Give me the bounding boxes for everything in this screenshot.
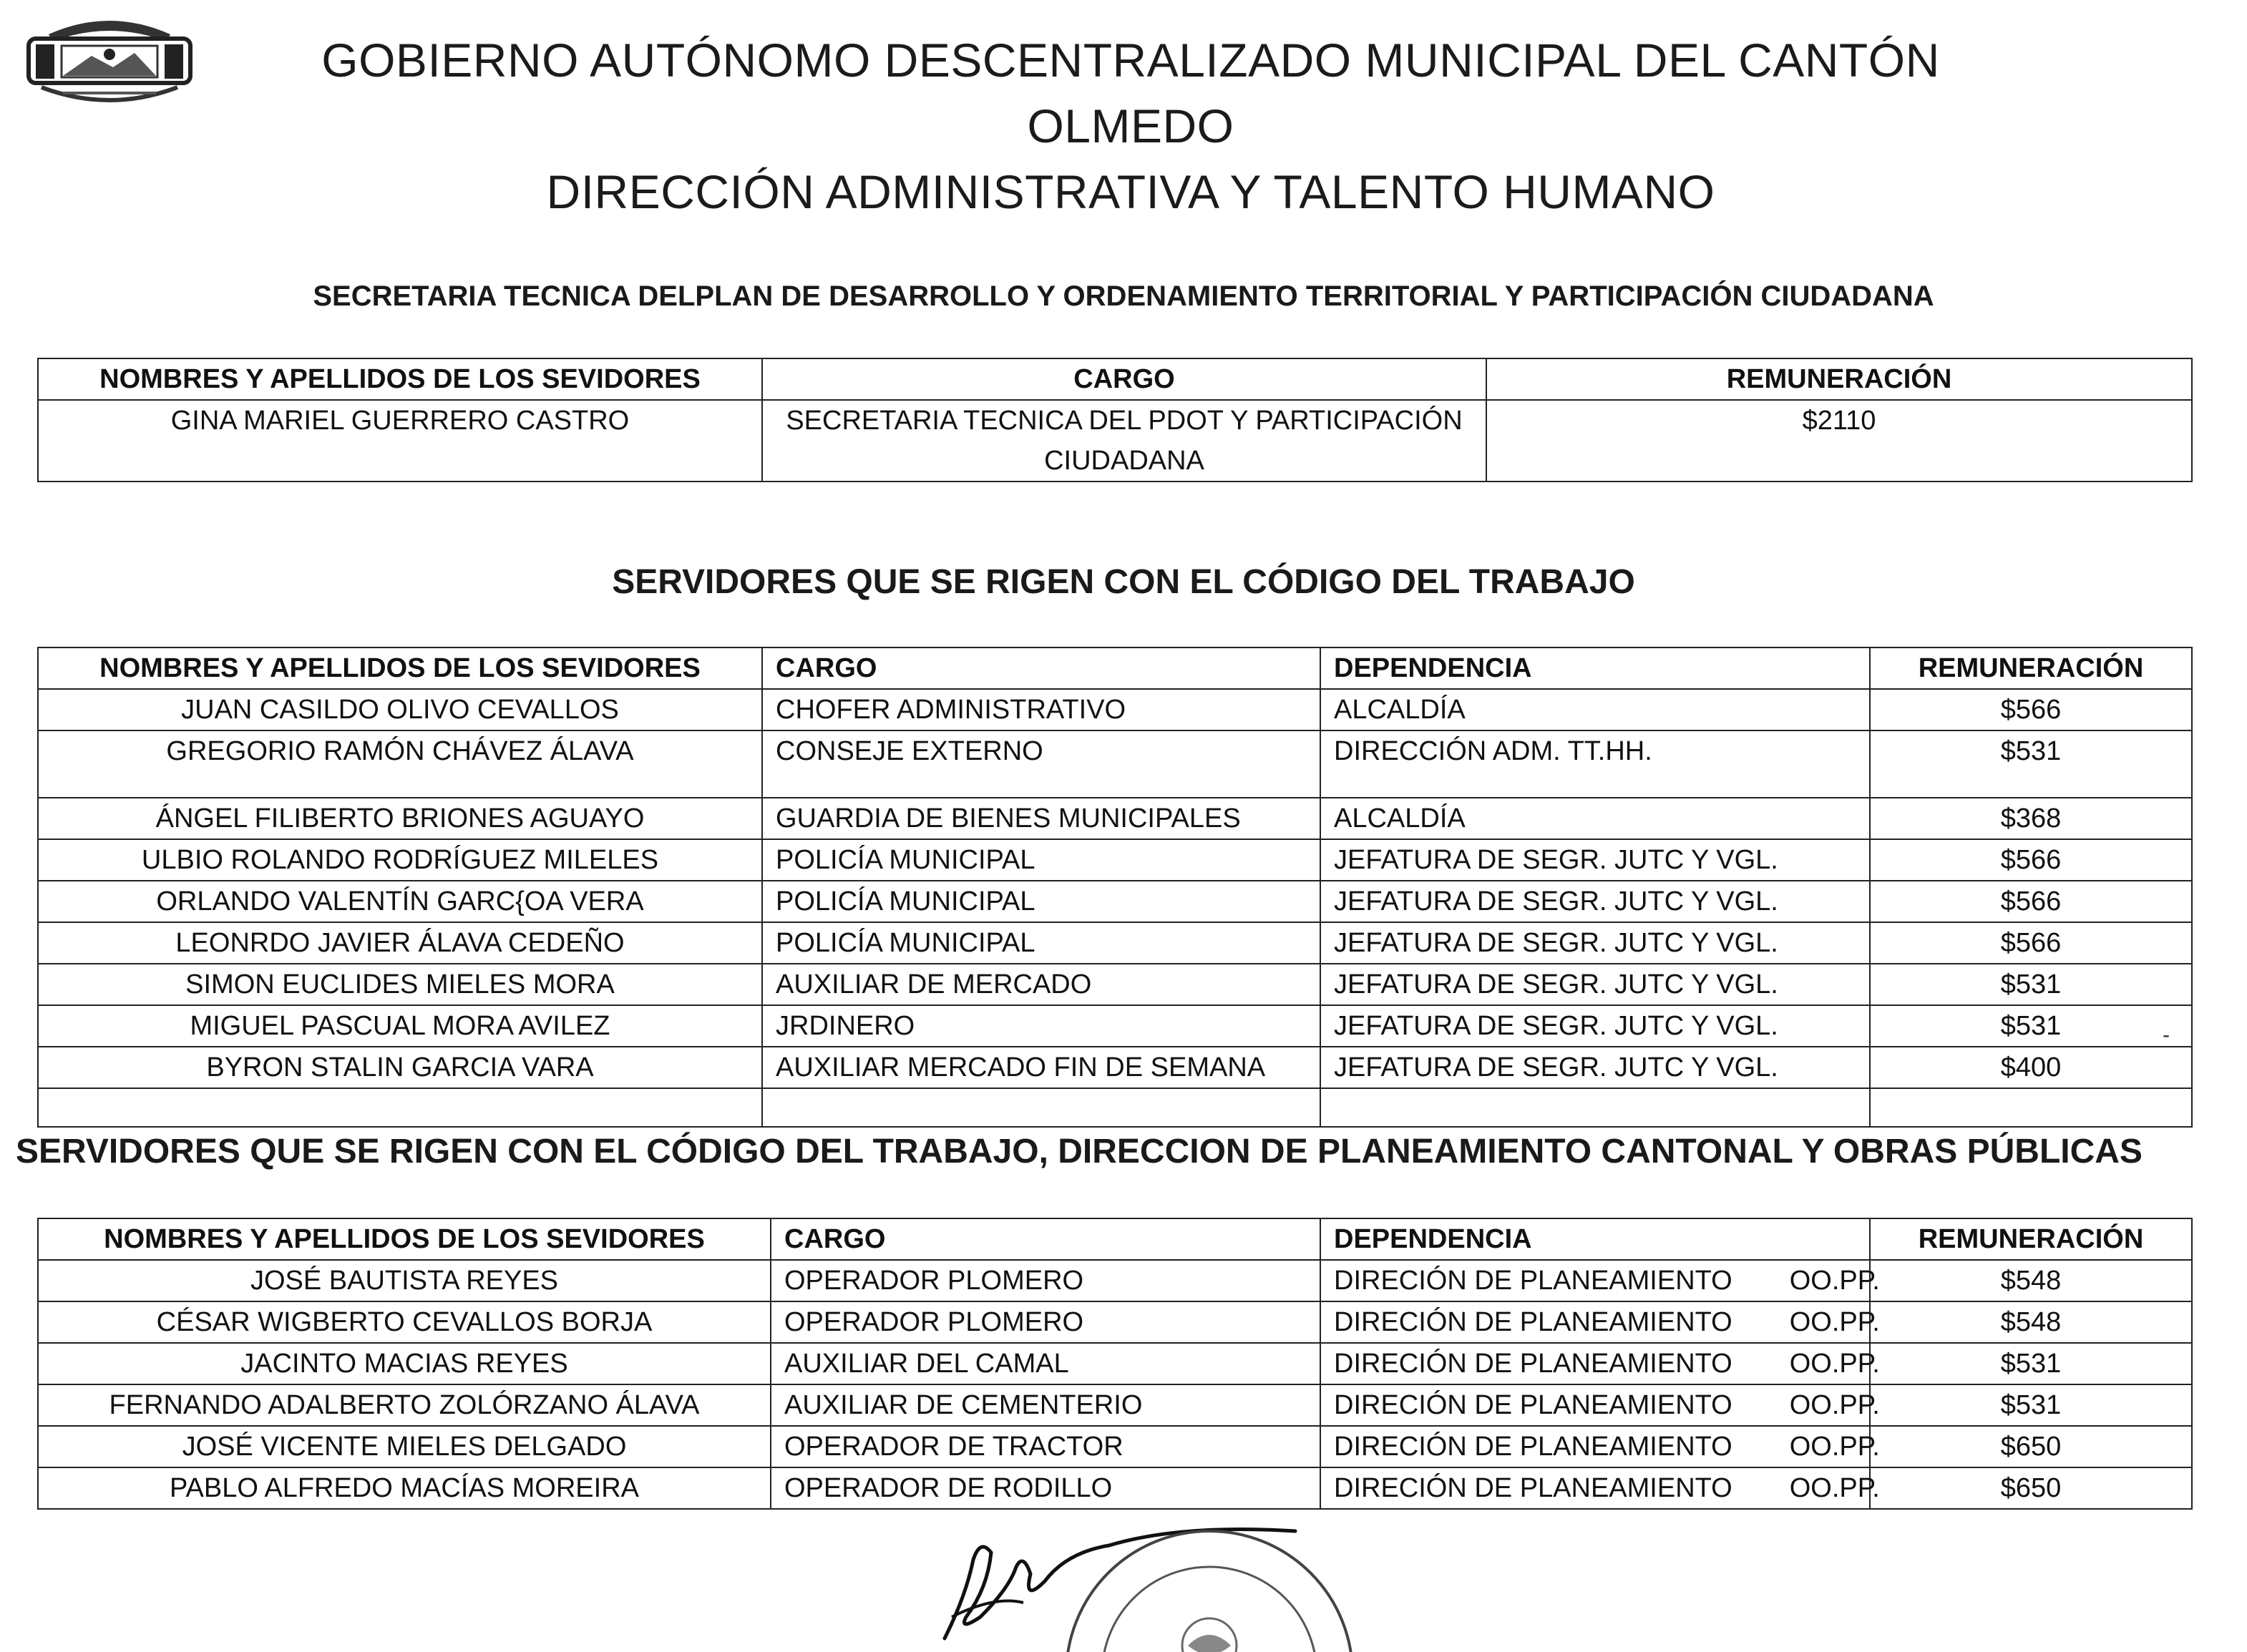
cell-name: JOSÉ BAUTISTA REYES xyxy=(38,1260,771,1301)
cell-name: JOSÉ VICENTE MIELES DELGADO xyxy=(38,1426,771,1467)
section1-table xyxy=(37,358,2193,482)
column-header-cargo: CARGO xyxy=(771,1218,1320,1260)
cell-empty xyxy=(1870,1088,2192,1127)
cell-name: GREGORIO RAMÓN CHÁVEZ ÁLAVA xyxy=(38,730,762,798)
cell-cargo: JRDINERO xyxy=(762,1005,1320,1047)
table-row xyxy=(38,922,2192,964)
document-header xyxy=(236,27,2025,225)
dependencia-text: DIRECIÓN DE PLANEAMIENTO xyxy=(1334,1473,1732,1503)
table-row xyxy=(38,1301,2192,1343)
section2-title: SERVIDORES QUE SE RIGEN CON EL CÓDIGO DEL TRABAJO xyxy=(612,563,1635,601)
cell-cargo: OPERADOR DE RODILLO xyxy=(771,1467,1320,1509)
dependencia-suffix: OO.PP. xyxy=(1789,1266,1880,1296)
cell-cargo: OPERADOR PLOMERO xyxy=(771,1260,1320,1301)
cell-empty xyxy=(1320,1088,1870,1127)
cell-name: JUAN CASILDO OLIVO CEVALLOS xyxy=(38,689,762,730)
cell-cargo: AUXILIAR MERCADO FIN DE SEMANA xyxy=(762,1047,1320,1088)
cell-dependencia: JEFATURA DE SEGR. JUTC Y VGL. xyxy=(1320,839,1870,881)
cell-name: MIGUEL PASCUAL MORA AVILEZ xyxy=(38,1005,762,1047)
cell-dependencia: ALCALDÍA xyxy=(1320,689,1870,730)
cell-remuneracion: $531 xyxy=(1870,1384,2192,1426)
cell-name: ULBIO ROLANDO RODRÍGUEZ MILELES xyxy=(38,839,762,881)
cell-cargo: POLICÍA MUNICIPAL xyxy=(762,839,1320,881)
table-row xyxy=(38,400,2192,482)
cell-cargo: CHOFER ADMINISTRATIVO xyxy=(762,689,1320,730)
dependencia-text: DIRECIÓN DE PLANEAMIENTO xyxy=(1334,1266,1732,1296)
signature-and-seal xyxy=(923,1510,1381,1652)
cell-cargo: OPERADOR PLOMERO xyxy=(771,1301,1320,1343)
table-header-row xyxy=(38,647,2192,689)
cell-remuneracion: $368 xyxy=(1870,798,2192,839)
cell-dependencia xyxy=(1320,1426,1880,1467)
column-header-remuneracion: REMUNERACIÓN xyxy=(1870,647,2192,689)
cell-name: SIMON EUCLIDES MIELES MORA xyxy=(38,964,762,1005)
table-row xyxy=(38,1260,2192,1301)
table-header-row xyxy=(38,1218,2192,1260)
cell-remuneracion: $566 xyxy=(1870,839,2192,881)
cell-dependencia: JEFATURA DE SEGR. JUTC Y VGL. xyxy=(1320,1047,1870,1088)
table-row xyxy=(38,1005,2192,1047)
cell-dependencia: ALCALDÍA xyxy=(1320,798,1870,839)
table-row xyxy=(38,1343,2192,1384)
cell-name: PABLO ALFREDO MACÍAS MOREIRA xyxy=(38,1467,771,1509)
section2-table xyxy=(37,647,2193,1128)
table-row xyxy=(38,689,2192,730)
table-row xyxy=(38,798,2192,839)
column-header-remuneracion: REMUNERACIÓN xyxy=(1486,358,2192,400)
cell-remuneracion: $531 xyxy=(1870,1005,2192,1047)
cell-dependencia: DIRECCIÓN ADM. TT.HH. xyxy=(1320,730,1870,798)
cell-cargo: OPERADOR DE TRACTOR xyxy=(771,1426,1320,1467)
cell-empty xyxy=(762,1088,1320,1127)
cell-cargo: POLICÍA MUNICIPAL xyxy=(762,922,1320,964)
column-header-dependencia: DEPENDENCIA xyxy=(1320,647,1870,689)
cell-remuneracion: $548 xyxy=(1870,1260,2192,1301)
table-row xyxy=(38,964,2192,1005)
cell-cargo: AUXILIAR DEL CAMAL xyxy=(771,1343,1320,1384)
cell-dependencia: JEFATURA DE SEGR. JUTC Y VGL. xyxy=(1320,1005,1870,1047)
cell-dependencia: JEFATURA DE SEGR. JUTC Y VGL. xyxy=(1320,922,1870,964)
section3-table xyxy=(37,1218,2193,1510)
cell-cargo: POLICÍA MUNICIPAL xyxy=(762,881,1320,922)
cell-dependencia xyxy=(1320,1343,1880,1384)
cell-cargo: AUXILIAR DE MERCADO xyxy=(762,964,1320,1005)
dependencia-suffix: OO.PP. xyxy=(1789,1390,1880,1420)
cell-name: JACINTO MACIAS REYES xyxy=(38,1343,771,1384)
table-row-empty xyxy=(38,1088,2192,1127)
table-row xyxy=(38,730,2192,798)
cell-dependencia xyxy=(1320,1467,1880,1509)
dependencia-text: DIRECIÓN DE PLANEAMIENTO xyxy=(1334,1349,1732,1379)
cell-remuneracion: $650 xyxy=(1870,1426,2192,1467)
cell-cargo: CONSEJE EXTERNO xyxy=(762,730,1320,798)
dependencia-text: DIRECIÓN DE PLANEAMIENTO xyxy=(1334,1307,1732,1337)
organization-name: GOBIERNO AUTÓNOMO DESCENTRALIZADO MUNICIPAL DEL CANTÓN OLMEDO xyxy=(321,34,1940,152)
section1-title: SECRETARIA TECNICA DELPLAN DE DESARROLLO Y ORDENAMIENTO TERRITORIAL Y PARTICIPACIÓN CIUDADANA xyxy=(313,280,1934,312)
cell-remuneracion: $531 xyxy=(1870,964,2192,1005)
table-header-row xyxy=(38,358,2192,400)
column-header-cargo: CARGO xyxy=(762,647,1320,689)
cell-name: GINA MARIEL GUERRERO CASTRO xyxy=(38,400,762,482)
column-header-name: NOMBRES Y APELLIDOS DE LOS SEVIDORES xyxy=(38,1218,771,1260)
municipal-crest-logo xyxy=(20,13,199,110)
cell-name: BYRON STALIN GARCIA VARA xyxy=(38,1047,762,1088)
cell-dependencia: JEFATURA DE SEGR. JUTC Y VGL. xyxy=(1320,964,1870,1005)
handwritten-signature xyxy=(945,1530,1295,1639)
cell-cargo: AUXILIAR DE CEMENTERIO xyxy=(771,1384,1320,1426)
dependencia-suffix: OO.PP. xyxy=(1789,1349,1880,1379)
column-header-dependencia: DEPENDENCIA xyxy=(1320,1218,1870,1260)
cell-name: LEONRDO JAVIER ÁLAVA CEDEÑO xyxy=(38,922,762,964)
table-row xyxy=(38,1384,2192,1426)
cell-remuneracion: $566 xyxy=(1870,689,2192,730)
cell-remuneracion: $566 xyxy=(1870,922,2192,964)
cell-remuneracion: $400 xyxy=(1870,1047,2192,1088)
cell-cargo: SECRETARIA TECNICA DEL PDOT Y PARTICIPACIÓN CIUDADANA xyxy=(762,400,1486,482)
column-header-name: NOMBRES Y APELLIDOS DE LOS SEVIDORES xyxy=(38,358,762,400)
column-header-cargo: CARGO xyxy=(762,358,1486,400)
cell-empty xyxy=(38,1088,762,1127)
cell-dependencia xyxy=(1320,1301,1880,1343)
table-row xyxy=(38,1426,2192,1467)
table-row xyxy=(38,1467,2192,1509)
cell-name: ORLANDO VALENTÍN GARC{OA VERA xyxy=(38,881,762,922)
cell-name: FERNANDO ADALBERTO ZOLÓRZANO ÁLAVA xyxy=(38,1384,771,1426)
cell-remuneracion: $531 xyxy=(1870,1343,2192,1384)
cell-name: ÁNGEL FILIBERTO BRIONES AGUAYO xyxy=(38,798,762,839)
column-header-remuneracion: REMUNERACIÓN xyxy=(1870,1218,2192,1260)
official-seal xyxy=(1066,1531,1352,1652)
cell-remuneracion: $650 xyxy=(1870,1467,2192,1509)
dependencia-suffix: OO.PP. xyxy=(1789,1307,1880,1337)
column-header-name: NOMBRES Y APELLIDOS DE LOS SEVIDORES xyxy=(38,647,762,689)
cell-dependencia: JEFATURA DE SEGR. JUTC Y VGL. xyxy=(1320,881,1870,922)
cell-remuneracion: $2110 xyxy=(1486,400,2192,482)
cell-name: CÉSAR WIGBERTO CEVALLOS BORJA xyxy=(38,1301,771,1343)
section3-title: SERVIDORES QUE SE RIGEN CON EL CÓDIGO DEL TRABAJO, DIRECCION DE PLANEAMIENTO CANTONAL Y OBRAS PÚBLICAS xyxy=(16,1133,2143,1170)
cell-dependencia xyxy=(1320,1260,1880,1301)
cell-cargo: GUARDIA DE BIENES MUNICIPALES xyxy=(762,798,1320,839)
dependencia-text: DIRECIÓN DE PLANEAMIENTO xyxy=(1334,1432,1732,1462)
cell-remuneracion: $531 xyxy=(1870,730,2192,798)
department-name: DIRECCIÓN ADMINISTRATIVA Y TALENTO HUMANO xyxy=(546,165,1715,218)
stray-mark: - xyxy=(2163,1023,2170,1047)
table-row xyxy=(38,881,2192,922)
dependencia-suffix: OO.PP. xyxy=(1789,1473,1880,1503)
dependencia-text: DIRECIÓN DE PLANEAMIENTO xyxy=(1334,1390,1732,1420)
table-row xyxy=(38,839,2192,881)
cell-remuneracion: $566 xyxy=(1870,881,2192,922)
dependencia-suffix: OO.PP. xyxy=(1789,1432,1880,1462)
table-row xyxy=(38,1047,2192,1088)
cell-dependencia xyxy=(1320,1384,1880,1426)
cell-remuneracion: $548 xyxy=(1870,1301,2192,1343)
